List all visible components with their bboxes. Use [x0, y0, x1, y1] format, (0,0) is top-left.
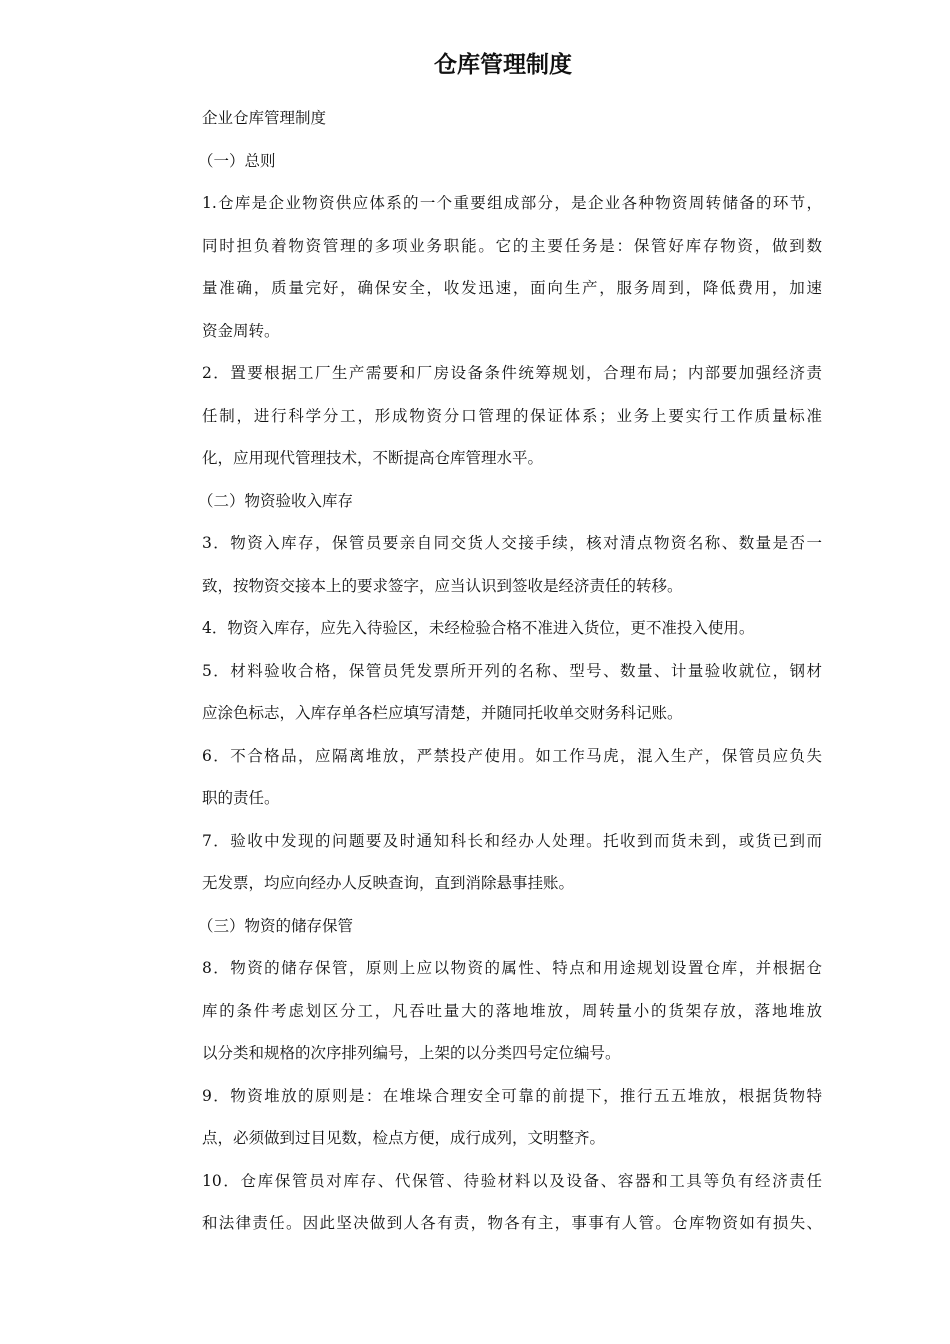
paragraph-line: 库的条件考虑划区分工，凡吞吐量大的落地堆放，周转量小的货架存放，落地堆放: [202, 1001, 822, 1020]
document-body: [198, 104, 822, 1252]
paragraph-line: 职的责任。: [202, 789, 280, 807]
paragraph-line: 同时担负着物资管理的多项业务职能。它的主要任务是：保管好库存物资，做到数: [202, 236, 822, 255]
paragraph-line: 9．物资堆放的原则是：在堆垛合理安全可靠的前提下，推行五五堆放，根据货物特: [202, 1086, 822, 1105]
paragraph-line: 以分类和规格的次序排列编号，上架的以分类四号定位编号。: [202, 1044, 621, 1062]
paragraph-line: 任制，进行科学分工，形成物资分口管理的保证体系；业务上要实行工作质量标准: [202, 406, 822, 425]
paragraph-line: 10．仓库保管员对库存、代保管、待验材料以及设备、容器和工具等负有经济责任: [202, 1171, 822, 1190]
paragraph-line: 5．材料验收合格，保管员凭发票所开列的名称、型号、数量、计量验收就位，钢材: [202, 661, 822, 680]
paragraph-line: 点，必须做到过目见数，检点方便，成行成列，文明整齐。: [202, 1129, 606, 1147]
subtitle-line: 企业仓库管理制度: [202, 109, 327, 127]
paragraph-line: 6．不合格品，应隔离堆放，严禁投产使用。如工作马虎，混入生产，保管员应负失: [202, 746, 822, 765]
paragraph-line: 4．物资入库存，应先入待验区，未经检验合格不准进入货位，更不准投入使用。: [202, 619, 755, 637]
section-heading-storage: （三）物资的储存保管: [198, 916, 354, 935]
paragraph-line: 8．物资的储存保管，原则上应以物资的属性、特点和用途规划设置仓库，并根据仓: [202, 959, 822, 977]
paragraph-line: 量准确，质量完好，确保安全，收发迅速，面向生产，服务周到，降低费用，加速: [202, 279, 822, 297]
document-title: 仓库管理制度: [434, 52, 572, 78]
section-heading-general: （一）总则: [198, 151, 276, 170]
paragraph-line: 1.仓库是企业物资供应体系的一个重要组成部分，是企业各种物资周转储备的环节，: [202, 194, 822, 212]
paragraph-line: 无发票，均应向经办人反映查询，直到消除悬事挂账。: [202, 874, 575, 892]
paragraph-line: 应涂色标志，入库存单各栏应填写清楚，并随同托收单交财务科记账。: [202, 704, 683, 722]
paragraph-line: 致，按物资交接本上的要求签字，应当认识到签收是经济责任的转移。: [202, 576, 683, 595]
paragraph-line: 资金周转。: [202, 321, 280, 340]
paragraph-line: 2．置要根据工厂生产需要和厂房设备条件统筹规划，合理布局；内部要加强经济责: [202, 364, 822, 382]
paragraph-line: 化，应用现代管理技术，不断提高仓库管理水平。: [202, 449, 544, 467]
paragraph-line: 3．物资入库存，保管员要亲自同交货人交接手续，核对清点物资名称、数量是否一: [202, 534, 822, 552]
paragraph-line: 7．验收中发现的问题要及时通知科长和经办人处理。托收到而货未到，或货已到而: [202, 831, 822, 850]
section-heading-receiving: （二）物资验收入库存: [198, 491, 354, 510]
paragraph-line: 和法律责任。因此坚决做到人各有责，物各有主，事事有人管。仓库物资如有损失、: [202, 1214, 822, 1232]
